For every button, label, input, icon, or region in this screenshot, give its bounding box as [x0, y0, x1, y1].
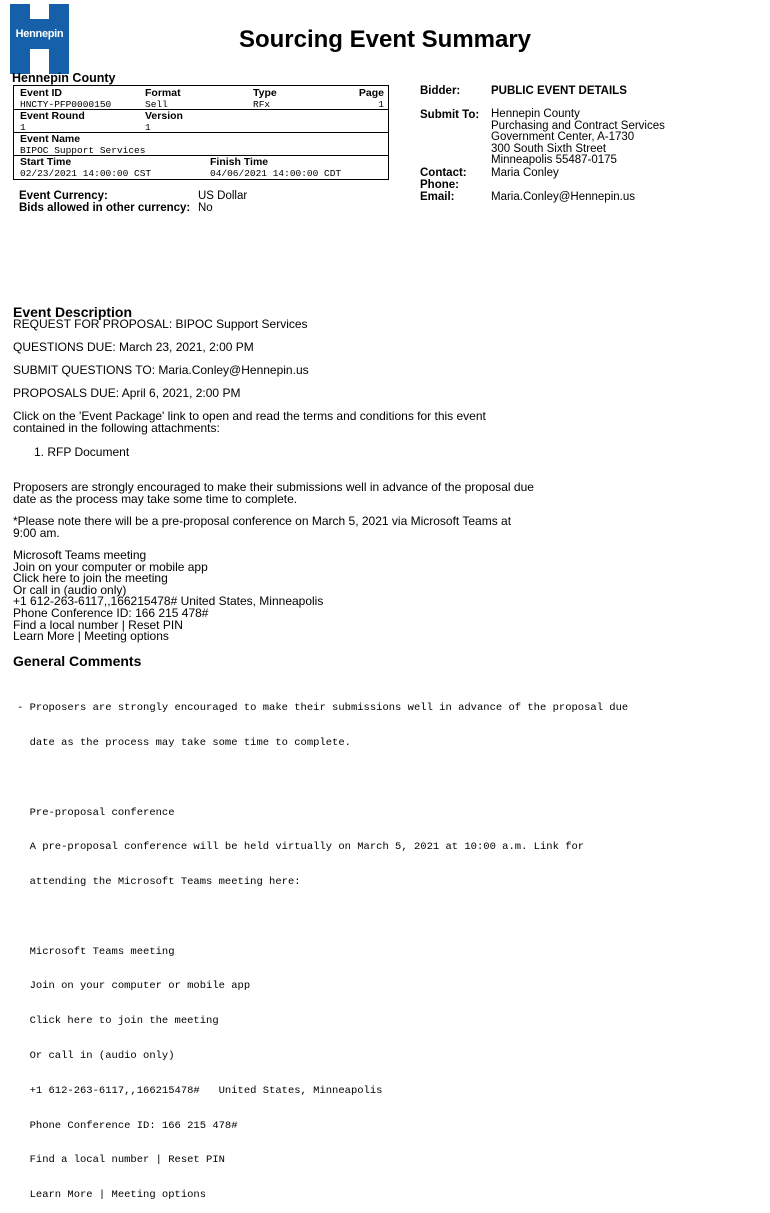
general-comments-heading: General Comments	[13, 653, 142, 669]
comment-line: Click here to join the meeting	[17, 1015, 219, 1028]
comment-line: Learn More | Meeting options	[17, 1189, 207, 1202]
version-value: 1	[145, 122, 151, 133]
event-id-label: Event ID	[20, 87, 63, 99]
logo-text: Hennepin	[15, 28, 64, 40]
contact-value: Maria Conley	[491, 167, 559, 179]
comment-line: Join on your computer or mobile app	[17, 980, 251, 993]
email-label: Email:	[420, 191, 455, 203]
start-time-label: Start Time	[20, 156, 72, 168]
event-currency-value: US Dollar	[198, 190, 248, 202]
submit-questions: SUBMIT QUESTIONS TO: Maria.Conley@Hennepin.us	[13, 363, 309, 377]
submit-address	[491, 109, 665, 167]
instructions-line: Click on the 'Event Package' link to open and read the terms and conditions for this event	[13, 409, 486, 423]
teams-line: Join on your computer or mobile app	[13, 559, 208, 574]
teams-meeting-info	[13, 550, 323, 643]
page-label: Page	[358, 87, 384, 99]
comment-line: Microsoft Teams meeting	[17, 945, 175, 958]
submit-to-label: Submit To:	[420, 109, 480, 121]
page-value: 1	[378, 99, 384, 110]
event-info-box	[13, 85, 389, 180]
teams-line: Click here to join the meeting	[13, 571, 168, 586]
event-package-instructions	[13, 410, 486, 434]
finish-time-label: Finish Time	[210, 156, 269, 168]
version-label: Version	[145, 110, 183, 122]
teams-line: Phone Conference ID: 166 215 478#	[13, 605, 209, 620]
note-line: 9:00 am.	[13, 526, 60, 540]
address-line: Purchasing and Contract Services	[491, 119, 665, 132]
teams-line: Learn More | Meeting options	[13, 629, 169, 644]
comment-line: Or call in (audio only)	[17, 1050, 175, 1062]
organization-name: Hennepin County	[12, 71, 116, 85]
event-description-heading: Event Description	[13, 304, 133, 320]
questions-due: QUESTIONS DUE: March 23, 2021, 2:00 PM	[13, 340, 254, 354]
comment-line: +1 612-263-6117,,166215478# United States, Minneapolis	[17, 1084, 383, 1097]
preproposal-note	[13, 515, 511, 539]
event-name-value: BIPOC Support Services	[20, 145, 146, 156]
teams-line: Microsoft Teams meeting	[13, 548, 147, 562]
comment-line: Phone Conference ID: 166 215 478#	[17, 1119, 238, 1132]
comment-line	[17, 773, 628, 785]
type-label: Type	[253, 87, 277, 99]
finish-time-value: 04/06/2021 14:00:00 CDT	[210, 168, 342, 179]
address-line: Minneapolis 55487-0175	[491, 154, 617, 167]
contact-label: Contact:	[420, 167, 467, 179]
address-line: Government Center, A-1730	[491, 131, 635, 144]
comment-line: Pre-proposal conference	[17, 806, 175, 819]
general-comments-body	[17, 680, 628, 1213]
attachment-item: 1. RFP Document	[34, 445, 130, 459]
comment-line: - Proposers are strongly encouraged to make their submissions well in advance of the proposal due	[17, 702, 629, 715]
logo-notch-top	[30, 4, 49, 19]
note-line: *Please note there will be a pre-proposal conference on March 5, 2021 via Microsoft Teams at	[13, 514, 512, 528]
teams-line: Find a local number | Reset PIN	[13, 617, 183, 632]
format-value: Sell	[145, 99, 168, 110]
bids-other-currency-value: No	[198, 202, 213, 214]
comment-line	[17, 912, 628, 924]
page-title: Sourcing Event Summary	[238, 26, 532, 53]
type-value: RFx	[253, 99, 271, 110]
encouragement-paragraph	[13, 481, 534, 505]
start-time-value: 02/23/2021 14:00:00 CST	[20, 168, 152, 179]
phone-label: Phone:	[420, 179, 459, 191]
encouragement-line: Proposers are strongly encouraged to make their submissions well in advance of the proposal due	[13, 480, 534, 494]
bids-other-currency-label: Bids allowed in other currency:	[19, 202, 191, 214]
email-value: Maria.Conley@Hennepin.us	[491, 191, 635, 203]
event-currency-label: Event Currency:	[19, 190, 108, 202]
bidder-label: Bidder:	[420, 85, 461, 97]
comment-line: A pre-proposal conference will be held virtually on March 5, 2021 at 10:00 a.m. Link for	[17, 841, 585, 854]
address-line: 300 South Sixth Street	[491, 142, 607, 155]
proposals-due: PROPOSALS DUE: April 6, 2021, 2:00 PM	[13, 386, 241, 400]
event-round-label: Event Round	[20, 110, 85, 122]
comment-line: attending the Microsoft Teams meeting here:	[17, 876, 301, 889]
comment-line: Find a local number | Reset PIN	[17, 1154, 225, 1167]
event-round-value: 1	[20, 122, 26, 133]
comment-line: date as the process may take some time to complete.	[17, 736, 351, 749]
teams-line: Or call in (audio only)	[13, 582, 127, 597]
instructions-line: contained in the following attachments:	[13, 421, 220, 435]
event-id-value: HNCTY-PFP0000150	[20, 99, 112, 110]
address-line: Hennepin County	[491, 108, 580, 120]
rfp-title-line: REQUEST FOR PROPOSAL: BIPOC Support Services	[13, 317, 308, 331]
format-label: Format	[145, 87, 181, 99]
bidder-value: PUBLIC EVENT DETAILS	[491, 85, 627, 97]
encouragement-line: date as the process may take some time to complete.	[13, 492, 298, 506]
event-name-label: Event Name	[20, 133, 81, 145]
teams-line: +1 612-263-6117,,166215478# United States, Minneapolis	[13, 594, 324, 609]
